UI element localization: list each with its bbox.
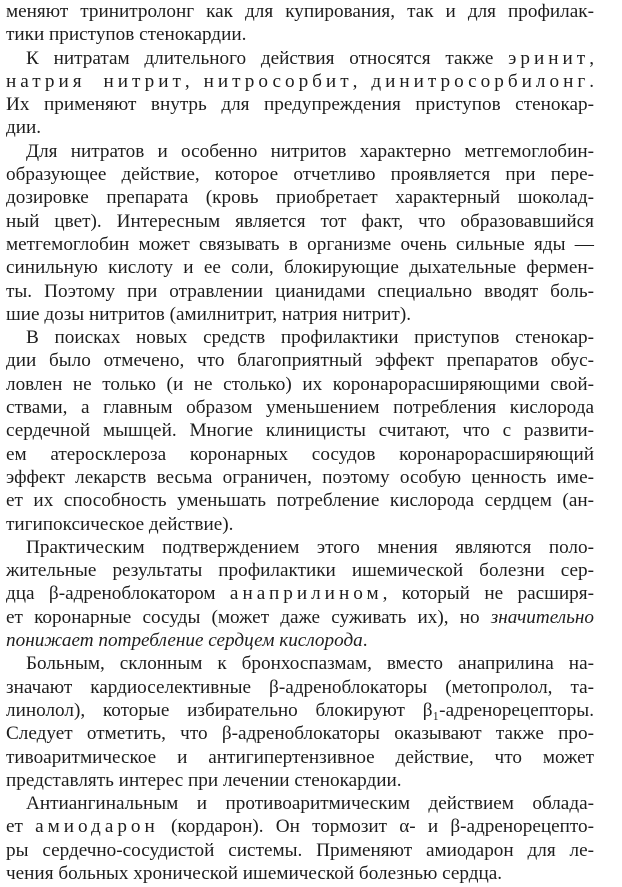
text-run: тивоаритмическое и антигипертензивное действие, что может — [6, 746, 594, 768]
text-run: дца β-адреноблокатором — [6, 583, 230, 605]
text-run: ловлен не только (и не столько) их коронарорасширяющими свой- — [6, 373, 594, 395]
text-run: ет коронарные сосуды (может даже суживать их), но — [6, 606, 491, 628]
text-run: тики приступов стенокардии. — [6, 24, 247, 46]
paragraph — [6, 326, 594, 536]
italic-emphasis: значительно — [490, 606, 594, 628]
text-line — [6, 536, 594, 559]
text-line — [6, 606, 594, 629]
text-line — [6, 722, 594, 745]
text-run: чения больных хронической ишемической болезнью сердца. — [6, 862, 503, 884]
text-line — [6, 233, 594, 256]
text-run: ствами, а главным образом уменьшением потребления кислорода — [6, 397, 594, 419]
text-run: Их применяют внутрь для предупреждения приступов стенокар- — [6, 94, 594, 116]
text-line — [6, 839, 594, 862]
text-run: дии. — [6, 117, 42, 139]
italic-emphasis: понижает потребление сердцем кислорода — [6, 630, 363, 652]
text-run: эффект лекарств весьма ограничен, поэтому особую ценность име- — [6, 466, 594, 488]
text-line — [6, 419, 594, 442]
text-line — [6, 186, 594, 209]
paragraph — [6, 652, 594, 792]
text-line — [6, 163, 594, 186]
text-run: дозировке препарата (кровь приобретает характерный шоколад- — [6, 187, 594, 209]
text-run: ный цвет). Интересным является тот факт, что образовавшийся — [6, 210, 594, 232]
text-run: синильную кислоту и ее соли, блокирующие дыхательные фермен- — [6, 257, 594, 279]
text-run: метгемоглобин может связывать в организме очень сильные яды — — [6, 233, 594, 255]
text-line — [6, 489, 594, 512]
text-run: , — [184, 70, 204, 92]
text-run: , — [589, 47, 594, 69]
text-line — [6, 699, 594, 722]
text-line — [6, 443, 594, 466]
text-run: Практическим подтверждением этого мнения являются поло- — [26, 536, 594, 558]
spaced-drug-name: амиодарон — [35, 816, 159, 838]
text-run: , — [352, 70, 372, 92]
text-run: линолол), которые избирательно блокируют β₁-адренорецепторы. — [6, 699, 594, 721]
text-line — [6, 349, 594, 372]
text-run: Антиангинальным и противоаритмическим действием облада- — [26, 793, 594, 815]
text-line — [6, 769, 594, 792]
text-run: Для нитратов и особенно нитритов характерно метгемоглобин- — [26, 140, 594, 162]
text-run: ры сердечно-сосудистой системы. Применяют амиодарон для ле- — [6, 839, 594, 861]
text-line — [6, 47, 594, 70]
text-line — [6, 326, 594, 349]
text-run: дии было отмечено, что благоприятный эффект препаратов обус- — [6, 350, 594, 372]
text-run: ты. Поэтому при отравлении цианидами специально вводят боль- — [6, 280, 594, 302]
text-line — [6, 466, 594, 489]
text-line — [6, 746, 594, 769]
text-line — [6, 513, 594, 536]
text-run: (кордарон). Он тормозит α- и β-адренорецепто- — [158, 816, 595, 838]
text-run: тигипоксическое действие). — [6, 513, 234, 535]
text-run: . — [362, 630, 368, 652]
spaced-drug-name: натрия нитрит — [6, 70, 185, 92]
text-run: ет их способность уменьшать потребление кислорода сердцем (ан- — [6, 490, 594, 512]
text-run: В поисках новых средств профилактики приступов стенокар- — [26, 327, 594, 349]
text-line — [6, 23, 594, 46]
text-line — [6, 210, 594, 233]
text-run: шие дозы нитритов (амилнитрит, натрия нитрит). — [6, 303, 412, 325]
text-line — [6, 116, 594, 139]
text-line — [6, 629, 594, 652]
paragraph — [6, 0, 594, 47]
paragraph — [6, 140, 594, 326]
text-run: К нитратам длительного действия относятся также — [26, 47, 509, 69]
text-line — [6, 676, 594, 699]
spaced-drug-name: нитросорбит — [203, 70, 353, 92]
text-line — [6, 582, 594, 605]
text-line — [6, 559, 594, 582]
spaced-drug-name: динитросорбилонг — [371, 70, 590, 92]
text-line — [6, 792, 594, 815]
text-line — [6, 652, 594, 675]
text-run: Больным, склонным к бронхоспазмам, вместо анаприлина на- — [26, 653, 594, 675]
text-run: , который не расширя- — [382, 583, 594, 605]
spaced-drug-name: эринит — [508, 47, 590, 69]
text-line — [6, 0, 594, 23]
text-line — [6, 862, 594, 885]
text-line — [6, 396, 594, 419]
text-run: ет — [6, 816, 36, 838]
paragraph — [6, 792, 594, 885]
text-line — [6, 70, 594, 93]
text-line — [6, 373, 594, 396]
paragraph — [6, 536, 594, 652]
text-run: значают кардиоселективные β-адреноблокаторы (метопролол, та- — [6, 676, 594, 698]
text-run: . — [589, 70, 595, 92]
paragraph — [6, 47, 594, 140]
text-run: жительные результаты профилактики ишемической болезни сер- — [6, 560, 594, 582]
text-run: Следует отметить, что β-адреноблокаторы оказывают также про- — [6, 723, 594, 745]
text-run: сердечной мышцей. Многие клиницисты считают, что с развити- — [6, 420, 594, 442]
text-run: образующее действие, которое отчетливо проявляется при пере- — [6, 164, 594, 186]
text-run: меняют тринитролонг как для купирования, так и для профилак- — [6, 1, 594, 22]
text-run: ем атеросклероза коронарных сосудов коронарорасширяющий — [6, 443, 594, 465]
text-run: представлять интерес при лечении стенокардии. — [6, 769, 402, 791]
spaced-drug-name: анаприлином — [229, 583, 383, 605]
text-line — [6, 280, 594, 303]
text-line — [6, 93, 594, 116]
text-line — [6, 256, 594, 279]
text-line — [6, 140, 594, 163]
text-line — [6, 815, 594, 838]
text-line — [6, 303, 594, 326]
